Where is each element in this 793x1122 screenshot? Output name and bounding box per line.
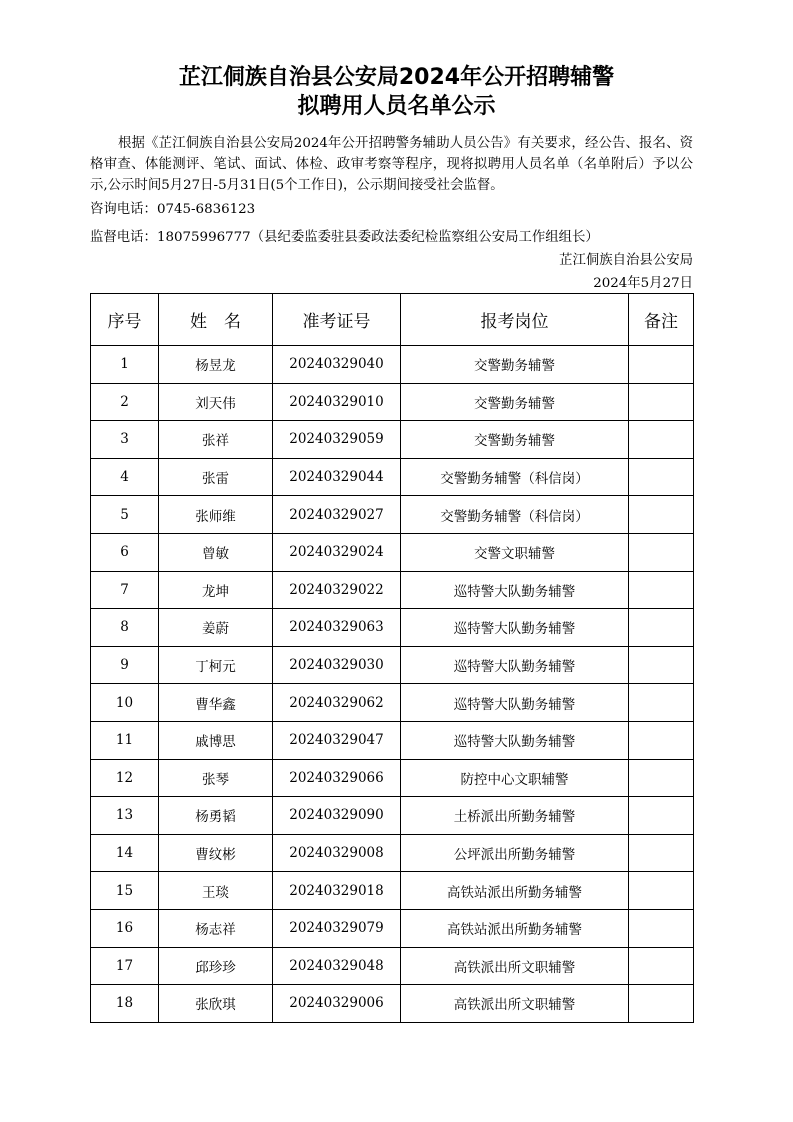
cell-exam-id: 20240329047 xyxy=(273,721,401,759)
cell-name: 曹纹彬 xyxy=(159,834,273,872)
cell-no: 10 xyxy=(91,684,159,722)
cell-no: 14 xyxy=(91,834,159,872)
table-row xyxy=(91,571,694,609)
cell-note xyxy=(629,458,694,496)
issue-date: 2024年5月27日 xyxy=(593,276,693,291)
candidate-table xyxy=(90,293,694,1023)
cell-exam-id: 20240329040 xyxy=(273,346,401,384)
cell-name: 张师维 xyxy=(159,496,273,534)
cell-exam-id: 20240329010 xyxy=(273,383,401,421)
cell-post: 巡特警大队勤务辅警 xyxy=(401,684,629,722)
header-no: 序号 xyxy=(91,294,159,346)
header-post: 报考岗位 xyxy=(401,294,629,346)
cell-post: 公坪派出所勤务辅警 xyxy=(401,834,629,872)
cell-note xyxy=(629,646,694,684)
cell-post: 高铁派出所文职辅警 xyxy=(401,947,629,985)
cell-note xyxy=(629,533,694,571)
page-title: 芷江侗族自治县公安局2024年公开招聘辅警 xyxy=(178,65,615,90)
cell-name: 戚博思 xyxy=(159,721,273,759)
table-row xyxy=(91,533,694,571)
cell-note xyxy=(629,947,694,985)
cell-no: 11 xyxy=(91,721,159,759)
consult-phone: 咨询电话：0745-6836123 xyxy=(90,202,256,217)
cell-note xyxy=(629,909,694,947)
cell-exam-id: 20240329090 xyxy=(273,797,401,835)
cell-no: 17 xyxy=(91,947,159,985)
cell-note xyxy=(629,421,694,459)
cell-exam-id: 20240329008 xyxy=(273,834,401,872)
cell-name: 张祥 xyxy=(159,421,273,459)
table-row xyxy=(91,421,694,459)
cell-name: 杨勇韬 xyxy=(159,797,273,835)
table-row xyxy=(91,759,694,797)
cell-name: 龙坤 xyxy=(159,571,273,609)
cell-name: 杨志祥 xyxy=(159,909,273,947)
cell-no: 2 xyxy=(91,383,159,421)
cell-note xyxy=(629,797,694,835)
cell-note xyxy=(629,609,694,647)
cell-exam-id: 20240329048 xyxy=(273,947,401,985)
cell-note xyxy=(629,721,694,759)
cell-post: 高铁站派出所勤务辅警 xyxy=(401,909,629,947)
cell-name: 姜蔚 xyxy=(159,609,273,647)
cell-exam-id: 20240329022 xyxy=(273,571,401,609)
cell-note xyxy=(629,346,694,384)
cell-post: 交警勤务辅警（科信岗） xyxy=(401,458,629,496)
cell-no: 12 xyxy=(91,759,159,797)
table-row xyxy=(91,383,694,421)
cell-note xyxy=(629,383,694,421)
cell-exam-id: 20240329006 xyxy=(273,985,401,1023)
cell-exam-id: 20240329024 xyxy=(273,533,401,571)
table-row xyxy=(91,609,694,647)
cell-exam-id: 20240329030 xyxy=(273,646,401,684)
issuing-organization: 芷江侗族自治县公安局 xyxy=(559,253,693,268)
cell-exam-id: 20240329044 xyxy=(273,458,401,496)
cell-name: 王琰 xyxy=(159,872,273,910)
table-row xyxy=(91,496,694,534)
cell-no: 15 xyxy=(91,872,159,910)
cell-note xyxy=(629,684,694,722)
table-row xyxy=(91,872,694,910)
cell-post: 交警勤务辅警 xyxy=(401,383,629,421)
cell-exam-id: 20240329063 xyxy=(273,609,401,647)
cell-exam-id: 20240329059 xyxy=(273,421,401,459)
cell-no: 5 xyxy=(91,496,159,534)
cell-no: 3 xyxy=(91,421,159,459)
cell-exam-id: 20240329066 xyxy=(273,759,401,797)
intro-paragraph: 根据《芷江侗族自治县公安局2024年公开招聘警务辅助人员公告》有关要求，经公告、报名、资格审查、体能测评、笔试、面试、体检、政审考察等程序，现将拟聘用人员名单（名单附后）予以公示,公示时间5月27日-5月31日(5个工作日)，公示期间接受社会监督。 xyxy=(90,136,693,193)
cell-exam-id: 20240329062 xyxy=(273,684,401,722)
cell-name: 丁柯元 xyxy=(159,646,273,684)
cell-name: 曾敏 xyxy=(159,533,273,571)
table-row xyxy=(91,797,694,835)
cell-name: 曹华鑫 xyxy=(159,684,273,722)
table-row xyxy=(91,909,694,947)
cell-note xyxy=(629,872,694,910)
cell-no: 18 xyxy=(91,985,159,1023)
table-row xyxy=(91,684,694,722)
table-body xyxy=(91,346,694,1023)
table-row xyxy=(91,721,694,759)
header-name: 姓 名 xyxy=(159,294,273,346)
cell-post: 高铁派出所文职辅警 xyxy=(401,985,629,1023)
table-row xyxy=(91,985,694,1023)
cell-post: 巡特警大队勤务辅警 xyxy=(401,571,629,609)
cell-no: 9 xyxy=(91,646,159,684)
cell-no: 1 xyxy=(91,346,159,384)
table-row xyxy=(91,834,694,872)
cell-note xyxy=(629,496,694,534)
header-note: 备注 xyxy=(629,294,694,346)
page-subtitle: 拟聘用人员名单公示 xyxy=(297,94,496,119)
cell-post: 防控中心文职辅警 xyxy=(401,759,629,797)
header-exam-id: 准考证号 xyxy=(273,294,401,346)
cell-post: 交警勤务辅警 xyxy=(401,346,629,384)
supervise-phone: 监督电话：18075996777（县纪委监委驻县委政法委纪检监察组公安局工作组组长） xyxy=(90,230,599,245)
table-row xyxy=(91,947,694,985)
cell-post: 巡特警大队勤务辅警 xyxy=(401,646,629,684)
cell-note xyxy=(629,759,694,797)
cell-no: 8 xyxy=(91,609,159,647)
cell-post: 高铁站派出所勤务辅警 xyxy=(401,872,629,910)
cell-post: 土桥派出所勤务辅警 xyxy=(401,797,629,835)
table-row xyxy=(91,346,694,384)
table-row xyxy=(91,646,694,684)
cell-post: 交警文职辅警 xyxy=(401,533,629,571)
cell-note xyxy=(629,571,694,609)
cell-exam-id: 20240329018 xyxy=(273,872,401,910)
cell-name: 张雷 xyxy=(159,458,273,496)
cell-note xyxy=(629,985,694,1023)
table-header-row xyxy=(91,294,694,346)
cell-no: 4 xyxy=(91,458,159,496)
cell-exam-id: 20240329079 xyxy=(273,909,401,947)
cell-no: 13 xyxy=(91,797,159,835)
cell-post: 巡特警大队勤务辅警 xyxy=(401,721,629,759)
cell-exam-id: 20240329027 xyxy=(273,496,401,534)
cell-post: 巡特警大队勤务辅警 xyxy=(401,609,629,647)
cell-name: 张琴 xyxy=(159,759,273,797)
cell-name: 邱珍珍 xyxy=(159,947,273,985)
cell-name: 张欣琪 xyxy=(159,985,273,1023)
cell-post: 交警勤务辅警（科信岗） xyxy=(401,496,629,534)
cell-name: 杨昱龙 xyxy=(159,346,273,384)
cell-post: 交警勤务辅警 xyxy=(401,421,629,459)
cell-no: 16 xyxy=(91,909,159,947)
cell-note xyxy=(629,834,694,872)
cell-name: 刘天伟 xyxy=(159,383,273,421)
table-row xyxy=(91,458,694,496)
cell-no: 7 xyxy=(91,571,159,609)
cell-no: 6 xyxy=(91,533,159,571)
